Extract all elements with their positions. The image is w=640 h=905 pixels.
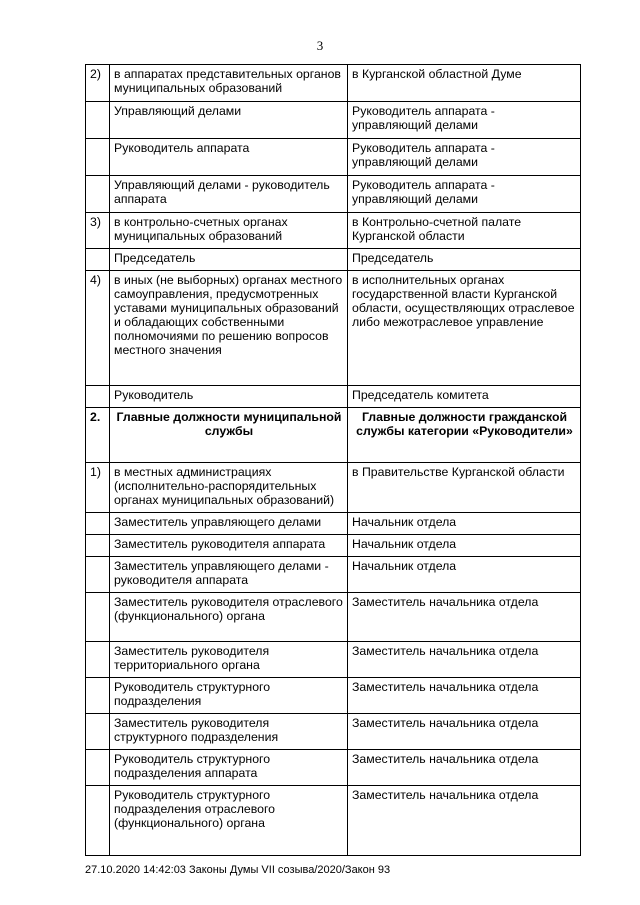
regional-position-cell: Руководитель аппарата - управляющий делами xyxy=(348,176,581,213)
municipal-position-cell: в иных (не выборных) органах местного самоуправления, предусмотренных уставами муниципальных образований и обладающих собственными полномочиями по решению вопросов местного значения xyxy=(110,271,348,386)
row-number-cell xyxy=(86,714,110,750)
regional-position-cell: Заместитель начальника отдела xyxy=(348,750,581,786)
municipal-position-cell: Заместитель руководителя аппарата xyxy=(110,535,348,557)
table-row xyxy=(86,557,581,593)
regional-position-cell: Председатель xyxy=(348,249,581,271)
row-number-cell xyxy=(86,593,110,642)
municipal-position-cell: в местных администрациях (исполнительно-распорядительных органах муниципальных образований) xyxy=(110,463,348,513)
table-row xyxy=(86,535,581,557)
table-row xyxy=(86,642,581,678)
municipal-position-cell: Управляющий делами xyxy=(110,102,348,139)
regional-position-cell: Заместитель начальника отдела xyxy=(348,642,581,678)
positions-table xyxy=(85,64,581,856)
row-number-cell xyxy=(86,249,110,271)
table-row xyxy=(86,714,581,750)
regional-position-cell: Руководитель аппарата - управляющий делами xyxy=(348,102,581,139)
municipal-position-cell: Главные должности муниципальной службы xyxy=(110,408,348,463)
regional-position-cell: Заместитель начальника отдела xyxy=(348,786,581,856)
table-row xyxy=(86,176,581,213)
row-number-cell xyxy=(86,678,110,714)
row-number-cell xyxy=(86,102,110,139)
municipal-position-cell: Руководитель структурного подразделения xyxy=(110,678,348,714)
row-number-cell: 3) xyxy=(86,213,110,249)
regional-position-cell: Главные должности гражданской службы категории «Руководители» xyxy=(348,408,581,463)
table-row xyxy=(86,786,581,856)
table-row xyxy=(86,750,581,786)
row-number-cell xyxy=(86,139,110,176)
table-row xyxy=(86,249,581,271)
document-footer: 27.10.2020 14:42:03 Законы Думы VII созыва/2020/Закон 93 xyxy=(85,864,391,876)
regional-position-cell: Руководитель аппарата - управляющий делами xyxy=(348,139,581,176)
municipal-position-cell: Руководитель структурного подразделения отраслевого (функционального) органа xyxy=(110,786,348,856)
row-number-cell: 1) xyxy=(86,463,110,513)
row-number-cell: 2) xyxy=(86,65,110,102)
regional-position-cell: в Контрольно-счетной палате Курганской области xyxy=(348,213,581,249)
positions-table-body xyxy=(86,65,581,856)
municipal-position-cell: Заместитель управляющего делами - руководителя аппарата xyxy=(110,557,348,593)
row-number-cell xyxy=(86,642,110,678)
row-number-cell xyxy=(86,786,110,856)
regional-position-cell: в Курганской областной Думе xyxy=(348,65,581,102)
table-row xyxy=(86,139,581,176)
municipal-position-cell: Заместитель руководителя структурного подразделения xyxy=(110,714,348,750)
table-row xyxy=(86,678,581,714)
municipal-position-cell: Управляющий делами - руководитель аппарата xyxy=(110,176,348,213)
regional-position-cell: Заместитель начальника отдела xyxy=(348,678,581,714)
municipal-position-cell: в контрольно-счетных органах муниципальных образований xyxy=(110,213,348,249)
table-row xyxy=(86,65,581,102)
row-number-cell xyxy=(86,750,110,786)
row-number-cell: 2. xyxy=(86,408,110,463)
municipal-position-cell: Заместитель управляющего делами xyxy=(110,513,348,535)
row-number-cell xyxy=(86,513,110,535)
municipal-position-cell: Заместитель руководителя отраслевого (функционального) органа xyxy=(110,593,348,642)
table-row xyxy=(86,213,581,249)
municipal-position-cell: Руководитель аппарата xyxy=(110,139,348,176)
municipal-position-cell: Председатель xyxy=(110,249,348,271)
table-row xyxy=(86,463,581,513)
municipal-position-cell: Руководитель xyxy=(110,386,348,408)
regional-position-cell: в исполнительных органах государственной власти Курганской области, осуществляющих отраслевое либо межотраслевое управление xyxy=(348,271,581,386)
regional-position-cell: Начальник отдела xyxy=(348,557,581,593)
municipal-position-cell: Заместитель руководителя территориального органа xyxy=(110,642,348,678)
section-header-row xyxy=(86,408,581,463)
table-row xyxy=(86,513,581,535)
municipal-position-cell: в аппаратах представительных органов муниципальных образований xyxy=(110,65,348,102)
row-number-cell xyxy=(86,557,110,593)
regional-position-cell: Начальник отдела xyxy=(348,535,581,557)
regional-position-cell: в Правительстве Курганской области xyxy=(348,463,581,513)
table-row xyxy=(86,271,581,386)
row-number-cell: 4) xyxy=(86,271,110,386)
regional-position-cell: Председатель комитета xyxy=(348,386,581,408)
table-row xyxy=(86,593,581,642)
row-number-cell xyxy=(86,535,110,557)
row-number-cell xyxy=(86,176,110,213)
table-row xyxy=(86,386,581,408)
municipal-position-cell: Руководитель структурного подразделения аппарата xyxy=(110,750,348,786)
regional-position-cell: Заместитель начальника отдела xyxy=(348,714,581,750)
row-number-cell xyxy=(86,386,110,408)
page-number: 3 xyxy=(316,38,324,53)
regional-position-cell: Заместитель начальника отдела xyxy=(348,593,581,642)
regional-position-cell: Начальник отдела xyxy=(348,513,581,535)
table-row xyxy=(86,102,581,139)
